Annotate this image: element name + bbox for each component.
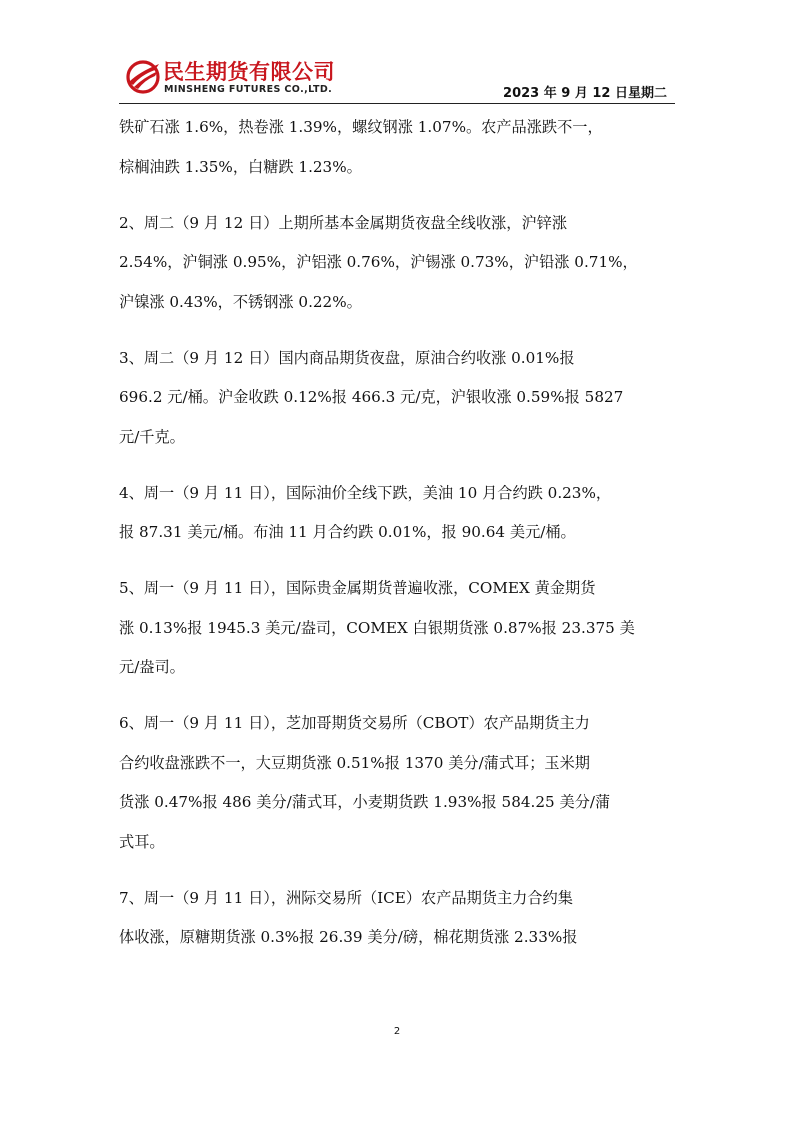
text-line: 6、周一（9 月 11 日），芝加哥期货交易所（CBOT）农产品期货主力 xyxy=(119,714,590,732)
page-header xyxy=(119,54,675,104)
report-date: 2023 年 9 月 12 日星期二 xyxy=(503,86,667,101)
paragraph-6 xyxy=(119,704,679,862)
text-line: 沪镍涨 0.43%，不锈钢涨 0.22%。 xyxy=(119,292,362,311)
text-line: 合约收盘涨跌不一，大豆期货涨 0.51%报 1370 美分/蒲式耳；玉米期 xyxy=(119,753,590,772)
text-line: 7、周一（9 月 11 日），洲际交易所（ICE）农产品期货主力合约集 xyxy=(119,888,573,907)
text-line: 铁矿石涨 1.6%，热卷涨 1.39%，螺纹钢涨 1.07%。农产品涨跌不一， xyxy=(119,118,603,136)
text-line: 4、周一（9 月 11 日），国际油价全线下跌，美油 10 月合约跌 0.23%， xyxy=(119,483,612,502)
text-line: 货涨 0.47%报 486 美分/蒲式耳，小麦期货跌 1.93%报 584.25 美分/蒲 xyxy=(119,793,611,811)
text-line: 元/千克。 xyxy=(119,427,185,446)
company-name-en: MINSHENG FUTURES CO.,LTD. xyxy=(164,84,333,95)
company-name-cn: 民生期货有限公司 xyxy=(163,60,335,84)
text-line: 2、周二（9 月 12 日）上期所基本金属期货夜盘全线收涨，沪锌涨 xyxy=(119,213,568,232)
paragraph-2 xyxy=(119,204,679,323)
text-line: 式耳。 xyxy=(119,832,165,851)
paragraph-1 xyxy=(119,108,679,187)
text-line: 3、周二（9 月 12 日）国内商品期货夜盘，原油合约收涨 0.01%报 xyxy=(119,348,575,367)
text-line: 报 87.31 美元/桶。布油 11 月合约跌 0.01%，报 90.64 美元/桶。 xyxy=(119,523,576,541)
text-line: 2.54%，沪铜涨 0.95%，沪铝涨 0.76%，沪锡涨 0.73%，沪铅涨 0.71%， xyxy=(119,253,638,271)
text-line: 696.2 元/桶。沪金收跌 0.12%报 466.3 元/克，沪银收涨 0.59%报 5827 xyxy=(119,388,624,406)
paragraph-4 xyxy=(119,474,679,553)
minsheng-logo-icon xyxy=(125,58,161,94)
page-number: 2 xyxy=(393,1026,401,1037)
text-line: 5、周一（9 月 11 日），国际贵金属期货普遍收涨，COMEX 黄金期货 xyxy=(119,579,596,597)
header-divider xyxy=(119,103,675,104)
text-line: 涨 0.13%报 1945.3 美元/盎司，COMEX 白银期货涨 0.87%报 23.375 美 xyxy=(119,618,635,637)
text-line: 元/盎司。 xyxy=(119,658,185,676)
paragraph-7 xyxy=(119,879,679,958)
document-body xyxy=(119,108,679,974)
text-line: 体收涨，原糖期货涨 0.3%报 26.39 美分/磅，棉花期货涨 2.33%报 xyxy=(119,928,578,946)
text-line: 棕榈油跌 1.35%，白糖跌 1.23%。 xyxy=(119,157,362,176)
paragraph-3 xyxy=(119,339,679,458)
paragraph-5 xyxy=(119,569,679,688)
